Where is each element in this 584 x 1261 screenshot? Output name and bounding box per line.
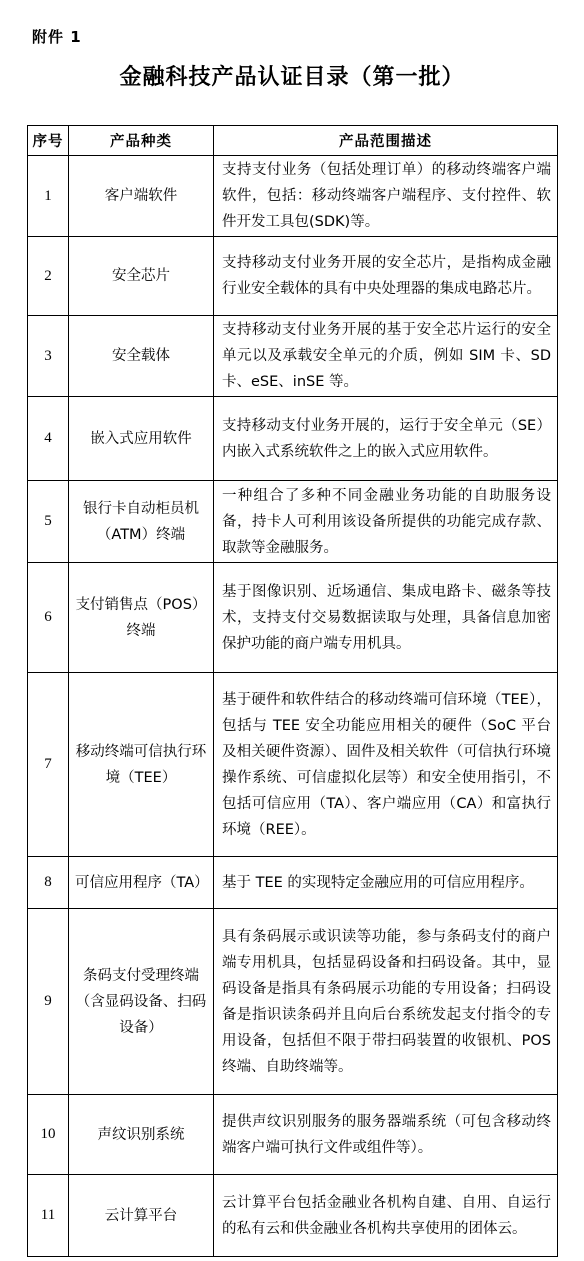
product-category: 客户端软件 bbox=[69, 156, 214, 237]
table-row bbox=[28, 481, 558, 563]
attachment-label: 附件 1 bbox=[32, 28, 82, 46]
product-description: 支持移动支付业务开展的基于安全芯片运行的安全单元以及承载安全单元的介质，例如 SIM 卡、SD 卡、eSE、inSE 等。 bbox=[214, 316, 558, 397]
product-category: 安全芯片 bbox=[69, 237, 214, 316]
column-header-number: 序号 bbox=[28, 126, 69, 156]
product-category: 安全载体 bbox=[69, 316, 214, 397]
row-number: 2 bbox=[28, 237, 69, 316]
product-description: 基于硬件和软件结合的移动终端可信环境（TEE），包括与 TEE 安全功能应用相关的硬件（SoC 平台及相关硬件资源）、固件及相关软件（可信执行环境操作系统、可信虚拟化层等）和安全使用指引，不包括可信应用（TA）、客户端应用（CA）和富执行环境（REE）。 bbox=[214, 673, 558, 857]
row-number: 5 bbox=[28, 481, 69, 563]
product-description: 支持支付业务（包括处理订单）的移动终端客户端软件，包括：移动终端客户端程序、支付控件、软件开发工具包(SDK)等。 bbox=[214, 156, 558, 237]
product-description: 具有条码展示或识读等功能，参与条码支付的商户端专用机具，包括显码设备和扫码设备。其中，显码设备是指具有条码展示功能的专用设备；扫码设备是指识读条码并且向后台系统发起支付指令的专用设备，包括但不限于带扫码装置的收银机、POS 终端、自助终端等。 bbox=[214, 909, 558, 1095]
product-category: 条码支付受理终端（含显码设备、扫码设备） bbox=[69, 909, 214, 1095]
row-number: 7 bbox=[28, 673, 69, 857]
product-category: 支付销售点（POS）终端 bbox=[69, 563, 214, 673]
table-row bbox=[28, 909, 558, 1095]
product-description: 提供声纹识别服务的服务器端系统（可包含移动终端客户端可执行文件或组件等）。 bbox=[214, 1095, 558, 1175]
row-number: 9 bbox=[28, 909, 69, 1095]
product-description: 基于图像识别、近场通信、集成电路卡、磁条等技术，支持支付交易数据读取与处理，具备信息加密保护功能的商户端专用机具。 bbox=[214, 563, 558, 673]
product-category: 云计算平台 bbox=[69, 1175, 214, 1257]
row-number: 6 bbox=[28, 563, 69, 673]
table-row bbox=[28, 237, 558, 316]
row-number: 8 bbox=[28, 857, 69, 909]
product-catalog-table bbox=[27, 125, 558, 1257]
product-description: 一种组合了多种不同金融业务功能的自助服务设备，持卡人可利用该设备所提供的功能完成存款、取款等金融服务。 bbox=[214, 481, 558, 563]
product-category: 银行卡自动柜员机（ATM）终端 bbox=[69, 481, 214, 563]
row-number: 11 bbox=[28, 1175, 69, 1257]
product-category: 声纹识别系统 bbox=[69, 1095, 214, 1175]
column-header-description: 产品范围描述 bbox=[214, 126, 558, 156]
row-number: 3 bbox=[28, 316, 69, 397]
table-header-row bbox=[28, 126, 558, 156]
table-row bbox=[28, 156, 558, 237]
table-row bbox=[28, 1175, 558, 1257]
product-category: 嵌入式应用软件 bbox=[69, 397, 214, 481]
table-row bbox=[28, 563, 558, 673]
product-category: 移动终端可信执行环境（TEE） bbox=[69, 673, 214, 857]
column-header-category: 产品种类 bbox=[69, 126, 214, 156]
table-row bbox=[28, 397, 558, 481]
table-row bbox=[28, 1095, 558, 1175]
product-category: 可信应用程序（TA） bbox=[69, 857, 214, 909]
product-description: 基于 TEE 的实现特定金融应用的可信应用程序。 bbox=[214, 857, 558, 909]
page-title: 金融科技产品认证目录（第一批） bbox=[119, 65, 465, 90]
table-row bbox=[28, 673, 558, 857]
product-description: 支持移动支付业务开展的安全芯片，是指构成金融行业安全载体的具有中央处理器的集成电路芯片。 bbox=[214, 237, 558, 316]
row-number: 1 bbox=[28, 156, 69, 237]
row-number: 4 bbox=[28, 397, 69, 481]
product-description: 支持移动支付业务开展的，运行于安全单元（SE）内嵌入式系统软件之上的嵌入式应用软件。 bbox=[214, 397, 558, 481]
table-row bbox=[28, 857, 558, 909]
row-number: 10 bbox=[28, 1095, 69, 1175]
table-row bbox=[28, 316, 558, 397]
product-description: 云计算平台包括金融业各机构自建、自用、自运行的私有云和供金融业各机构共享使用的团体云。 bbox=[214, 1175, 558, 1257]
